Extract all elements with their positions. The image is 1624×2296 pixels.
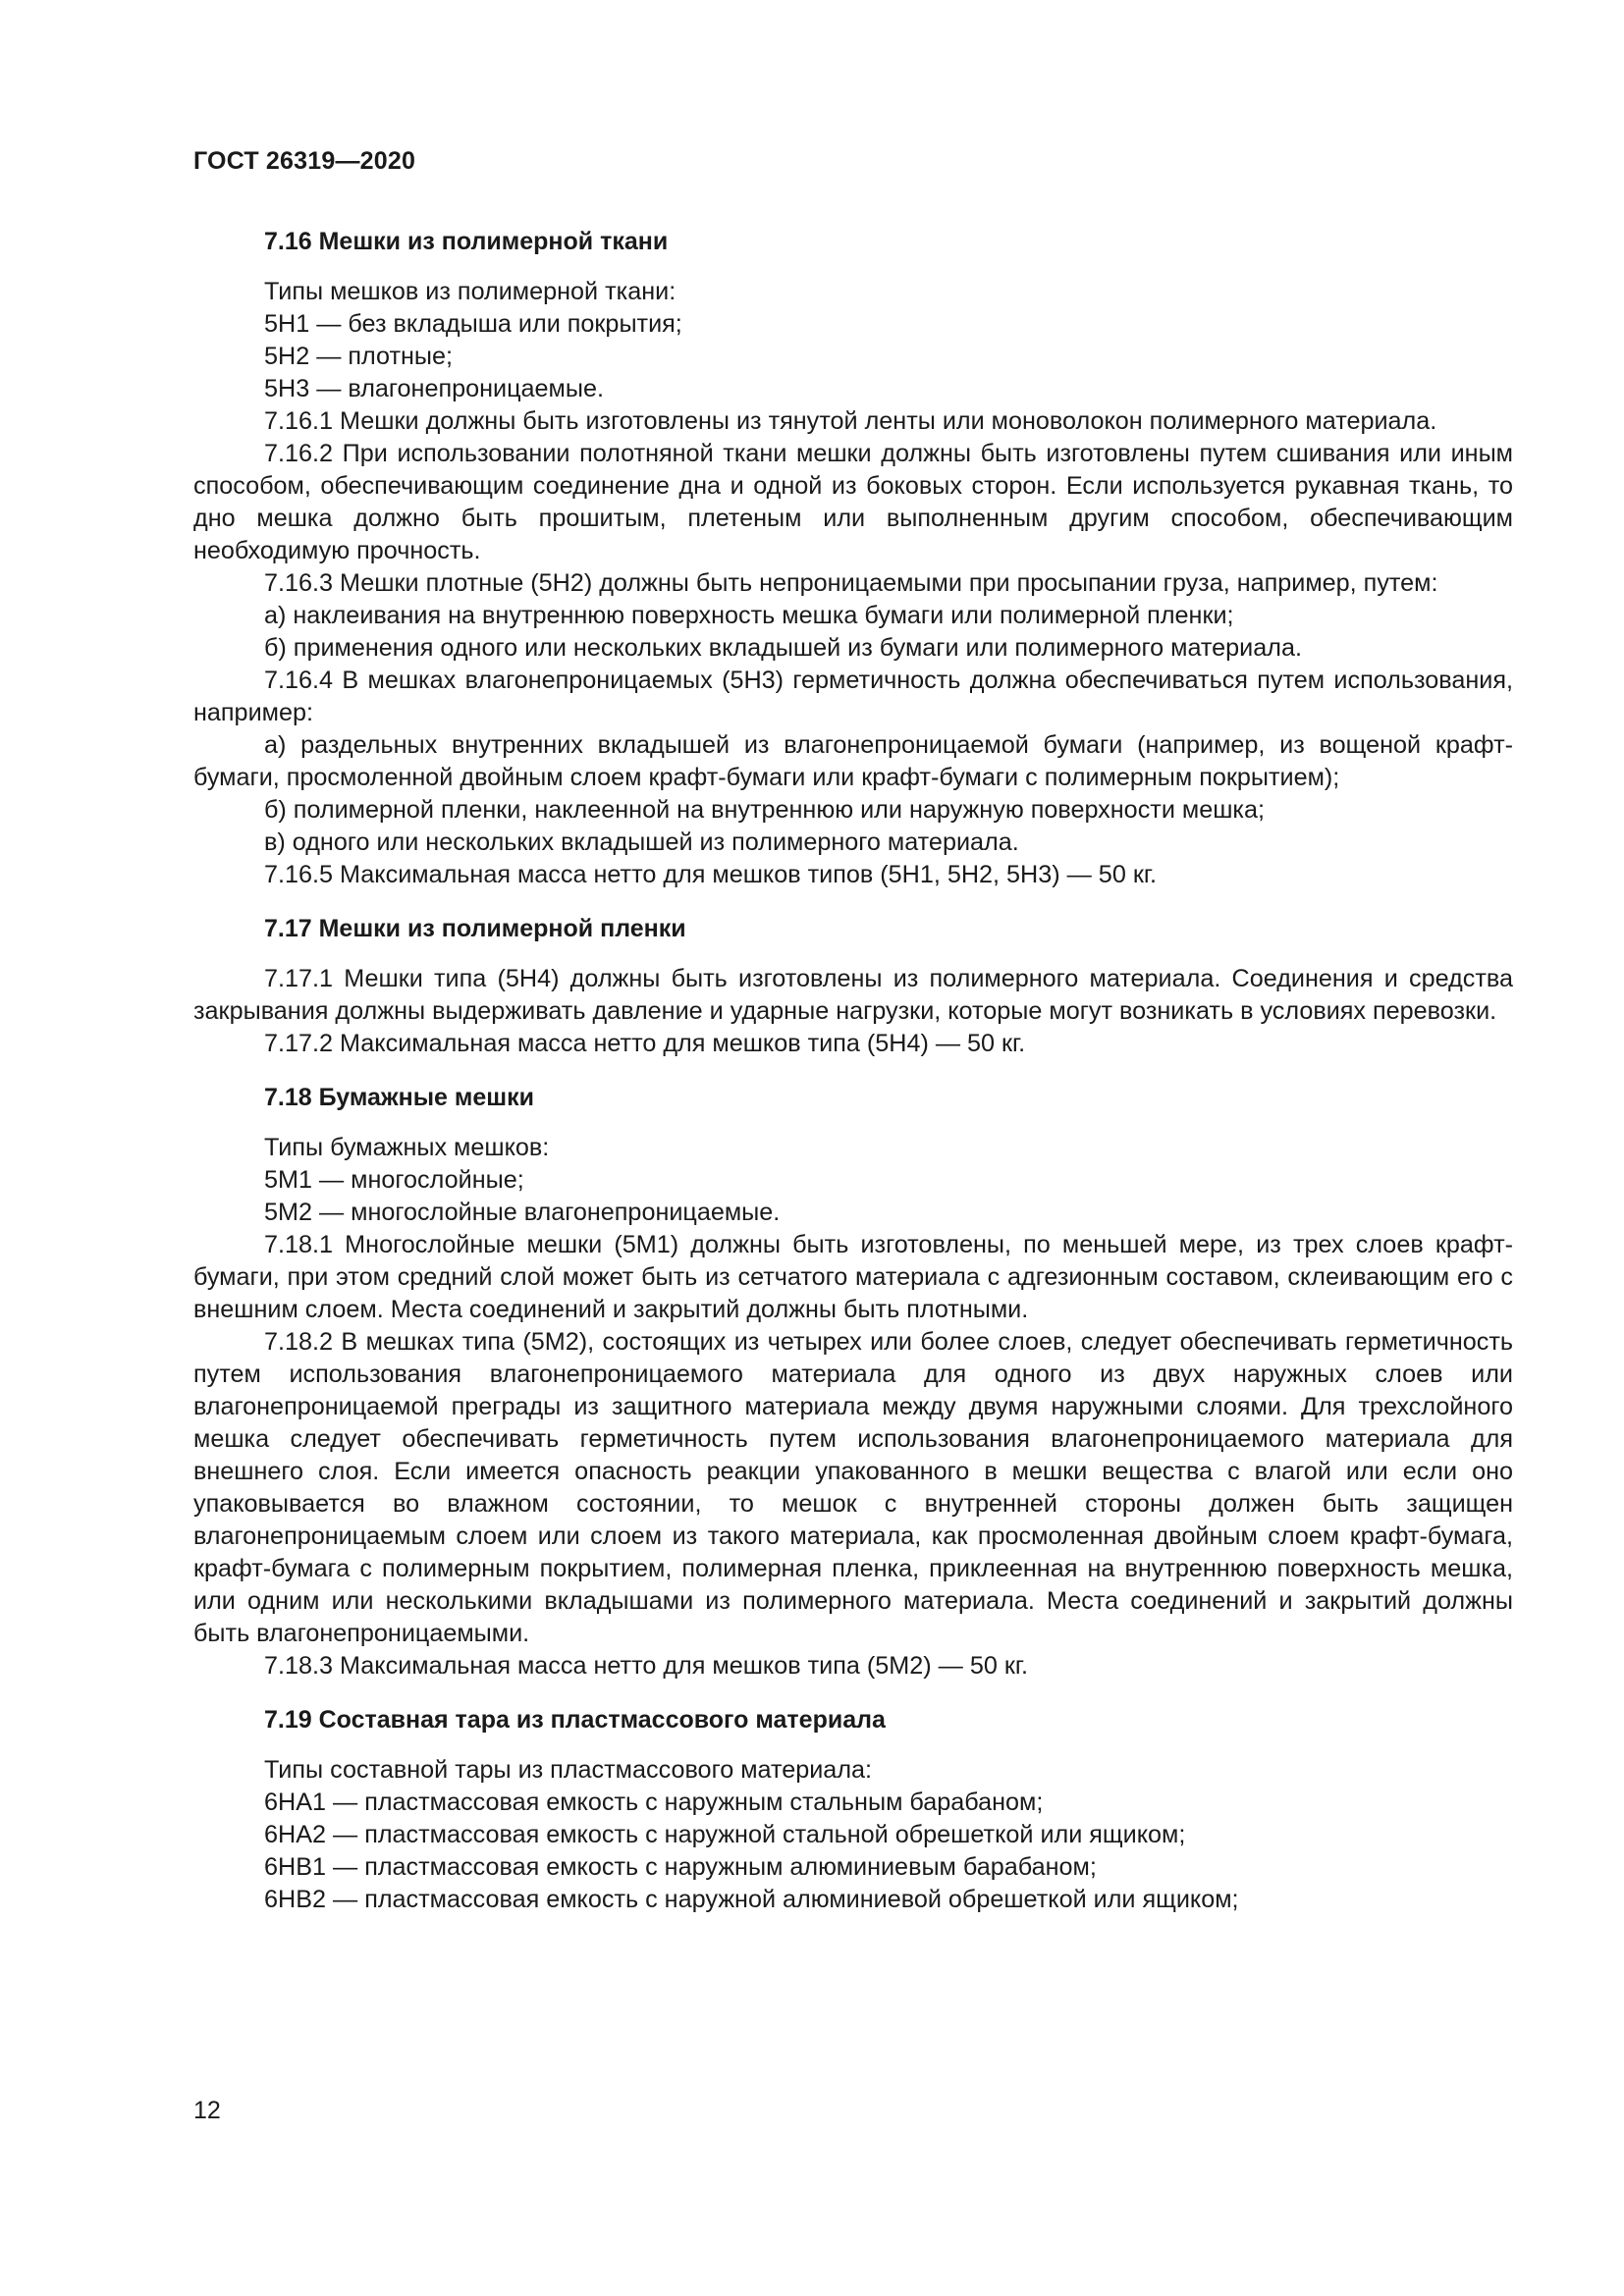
page-number: 12 <box>193 2097 221 2124</box>
section-heading-7-17: 7.17 Мешки из полимерной пленки <box>264 915 686 942</box>
clause-7-17-2: 7.17.2 Максимальная масса нетто для мешков типа (5H4) — 50 кг. <box>264 1030 1026 1057</box>
list-item: 5H1 — без вкладыша или покрытия; <box>264 310 682 338</box>
paragraph: Типы бумажных мешков: <box>264 1134 550 1161</box>
list-item: б) полимерной пленки, наклеенной на внутреннюю или наружную поверхности мешка; <box>264 796 1265 824</box>
clause-7-16-5: 7.16.5 Максимальная масса нетто для мешков типов (5H1, 5H2, 5H3) — 50 кг. <box>264 861 1157 888</box>
document-body <box>193 226 1513 1916</box>
list-item: 5M1 — многослойные; <box>264 1166 524 1194</box>
list-item: 6HB2 — пластмассовая емкость с наружной алюминиевой обрешеткой или ящиком; <box>264 1886 1239 1913</box>
list-item: а) раздельных внутренних вкладышей из влагонепроницаемой бумаги (например, из вощеной крафт-бумаги, просмоленной двойным слоем крафт-бумаги или крафт-бумаги с полимерным покрытием); <box>193 731 1513 791</box>
list-item: б) применения одного или нескольких вкладышей из бумаги или полимерного материала. <box>264 634 1302 662</box>
paragraph: Типы составной тары из пластмассового материала: <box>264 1756 873 1784</box>
list-item: а) наклеивания на внутреннюю поверхность мешка бумаги или полимерной пленки; <box>264 602 1234 629</box>
section-heading-7-16: 7.16 Мешки из полимерной ткани <box>264 228 669 255</box>
clause-7-16-3: 7.16.3 Мешки плотные (5H2) должны быть непроницаемыми при просыпании груза, например, путем: <box>264 569 1438 597</box>
list-item: 6HB1 — пластмассовая емкость с наружным алюминиевым барабаном; <box>264 1853 1097 1881</box>
document-header: ГОСТ 26319—2020 <box>193 147 416 175</box>
list-item: в) одного или нескольких вкладышей из полимерного материала. <box>264 828 1019 856</box>
clause-7-18-1: 7.18.1 Многослойные мешки (5M1) должны быть изготовлены, по меньшей мере, из трех слоев крафт-бумаги, при этом средний слой может быть из сетчатого материала с адгезионным составом, склеивающим его с внешним слоем. Места соединений и закрытий должны быть плотными. <box>193 1231 1513 1323</box>
list-item: 6HA2 — пластмассовая емкость с наружной стальной обрешеткой или ящиком; <box>264 1821 1186 1848</box>
section-heading-7-19: 7.19 Составная тара из пластмассового материала <box>264 1706 886 1734</box>
paragraph: Типы мешков из полимерной ткани: <box>264 278 677 305</box>
section-heading-7-18: 7.18 Бумажные мешки <box>264 1084 535 1111</box>
clause-7-16-1: 7.16.1 Мешки должны быть изготовлены из тянутой ленты или моноволокон полимерного материала. <box>264 407 1437 435</box>
clause-7-17-1: 7.17.1 Мешки типа (5H4) должны быть изготовлены из полимерного материала. Соединения и средства закрывания должны выдерживать давление и ударные нагрузки, которые могут возникать в условиях перевозки. <box>193 965 1513 1025</box>
clause-7-18-2: 7.18.2 В мешках типа (5M2), состоящих из четырех или более слоев, следует обеспечивать герметичность путем использования влагонепроницаемого материала для одного из двух наружных слоев или влагонепроницаемой преграды из защитного материала между двумя наружными слоями. Для трехслойного мешка следует обеспечивать герметичность путем использования влагонепроницаемого материала для внешнего слоя. Если имеется опасность реакции упакованного в мешки вещества с влагой или если оно упаковывается во влажном состоянии, то мешок с внутренней стороны должен быть защищен влагонепроницаемым слоем или слоем из такого материала, как просмоленная двойным слоем крафт-бумага, крафт-бумага с полимерным покрытием, полимерная пленка, приклеенная на внутреннюю поверхность мешка, или одним или несколькими вкладышами из полимерного материала. Места соединений и закрытий должны быть влагонепроницаемыми. <box>193 1328 1513 1647</box>
list-item: 6HA1 — пластмассовая емкость с наружным стальным барабаном; <box>264 1789 1044 1816</box>
list-item: 5H2 — плотные; <box>264 343 454 370</box>
clause-7-16-4: 7.16.4 В мешках влагонепроницаемых (5H3) герметичность должна обеспечиваться путем использования, например: <box>193 667 1513 726</box>
clause-7-18-3: 7.18.3 Максимальная масса нетто для мешков типа (5M2) — 50 кг. <box>264 1652 1028 1680</box>
list-item: 5M2 — многослойные влагонепроницаемые. <box>264 1199 781 1226</box>
list-item: 5H3 — влагонепроницаемые. <box>264 375 604 402</box>
clause-7-16-2: 7.16.2 При использовании полотняной ткани мешки должны быть изготовлены путем сшивания или иным способом, обеспечивающим соединение дна и одной из боковых сторон. Если используется рукавная ткань, то дно мешка должно быть прошитым, плетеным или выполненным другим способом, обеспечивающим необходимую прочность. <box>193 440 1513 564</box>
